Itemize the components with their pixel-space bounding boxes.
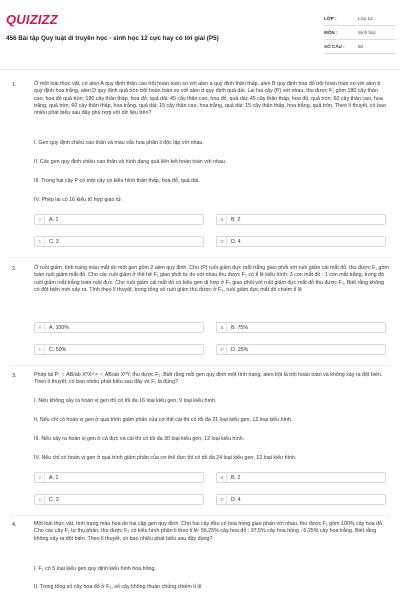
statement: I. F₂ có 5 loại kiểu gen quy định kiểu hình hoa hồng.: [34, 566, 156, 572]
option-letter: D: [218, 495, 227, 504]
option-value: B. 2: [231, 216, 241, 223]
statement: III. Trong hai cây P có một cây có kiểu hình thân thấp, hoa đỏ, quả dài.: [34, 178, 200, 184]
option-letter: A: [36, 323, 45, 332]
option-b[interactable]: [216, 322, 386, 333]
option-b[interactable]: [216, 472, 386, 483]
question-divider: [10, 365, 390, 366]
option-letter: C: [36, 495, 45, 504]
page-header: [0, 0, 400, 70]
meta-value: Lớp 12: [358, 16, 373, 21]
option-a[interactable]: [34, 322, 204, 333]
question-number: 3.: [12, 373, 17, 379]
option-c[interactable]: [34, 494, 204, 505]
option-value: A. 100%: [49, 324, 70, 331]
question-number: 4.: [12, 522, 17, 528]
option-letter: C: [36, 345, 45, 354]
statement: IV. Nếu chỉ có hoán vị gen ở quá trình giảm phân của cơ thể đực thì có tối đa 24 loại kiểu gen, 12 loại kiểu hình.: [34, 455, 297, 461]
meta-row-class: [324, 12, 396, 26]
statement: I. Gen quy định chiều cao thân và màu sắc hoa phân li độc lập với nhau.: [34, 140, 204, 146]
option-value: A. 1: [49, 474, 59, 481]
question-divider: [10, 257, 390, 258]
option-c[interactable]: [34, 344, 204, 355]
statement: II. Nếu chỉ có hoán vị gen ở quá trình giảm phân của cơ thể cái thì có tối đa 21 loại kiểu gen, 12 loại kiểu hình.: [34, 417, 293, 423]
statement: II. Các gen quy định chiều cao thân và hình dạng quả liên kết hoàn toàn với nhau.: [34, 159, 227, 165]
question-text: Ở ruồi giấm, tính trạng màu mắt do một gen gồm 2 alen quy định. Cho (P) ruồi giấm đực mắt trắng giao phối với ruồi giấm cái mắt đỏ, thu được F₁ gồm toàn ruồi giấm mắt đỏ. Cho các ruồi giấm ở thế hệ F₁ giao phối tự do với nhau thu được F₂ có tỉ lệ kiểu hình: 3 con mắt đỏ : 1 con mắt trắng, trong đó ruồi giấm mắt trắng toàn ruồi đực. Cho ruồi giấm cái mắt đỏ có kiểu gen dị hợp ở F₂ giao phối với ruồi giấm đực mắt đỏ thu được F₃. Biết rằng không có đột biến mới xảy ra. Tính theo lí thuyết, trong tổng số ruồi giấm thu được ở F₃, ruồi giấm đực mắt đỏ chiếm tỉ lệ: [34, 265, 389, 293]
question-divider: [10, 515, 390, 516]
option-a[interactable]: [34, 214, 204, 225]
statement: I. Nếu không xảy ra hoán vị gen thì có tối đa 16 loại kiểu gen, 9 loại kiểu hình.: [34, 398, 217, 404]
meta-key: SỐ CÂU :: [324, 44, 345, 49]
question-text: Phép lai P: ♀ AB/ab XᴰXᵈ × ♂ AB/ab XᴰY, thu được F₁. Biết rằng mỗi gen quy định một tính trạng, alen trội là trội hoàn toàn và không xảy ra đột biến. Theo lí thuyết, có bao nhiêu phát biểu sau đây về F₁ là đúng?: [34, 372, 383, 386]
option-letter: D: [218, 345, 227, 354]
quizizz-logo: QUIZIZZ: [6, 12, 58, 27]
statement: IV. Phép lai có 16 kiểu tổ hợp giao tử.: [34, 197, 123, 203]
option-value: A. 1: [49, 216, 59, 223]
question-text: Ở một loài thực vật, có alen A quy định thân cao trội hoàn toàn so với alen a quy định thân thấp, alen B quy định hoa đỏ trội hoàn toàn so với alen b quy định hoa trắng, alen D quy định quả tròn trội hoàn toàn so với alen d quy định quả dài. Lai hai cây (P) với nhau, thu được F₁ gồm 180 cây thân cao, hoa đỏ quả tròn; 180 cây thân thấp, hoa đỏ, quả dài; 45 cây thân cao, hoa đỏ, quả dài; 45 cây thân thấp, hoa đỏ, quả tròn; 60 cây thân cao, hoa trắng, quả tròn; 60 cây thân thấp, hoa trắng, quả dài; 15 cây thân cao, hoa trắng, quả dài; 15 cây thân thấp, hoa trắng, quả tròn. Theo lí thuyết, có bao nhiêu phát biểu sau đây phù hợp với dữ liệu trên?: [34, 81, 386, 117]
option-letter: A: [36, 215, 45, 224]
option-value: C. 50%: [49, 346, 67, 353]
page-title: 456 Bài tập Quy luật di truyền học - sinh học 12 cực hay có lời giải (P5): [6, 35, 219, 42]
option-d[interactable]: [216, 344, 386, 355]
option-d[interactable]: [216, 236, 386, 247]
question-text: Một loài thực vật, tính trạng màu hoa do hai cặp gen quy định. Cho hai cây đều có hoa hồng giao phấn với nhau, thu được F₁ gồm 100% cây hoa đỏ. Cho các cây F₁ tự thụ phấn, thu được F₂ có kiểu hình phân li theo tỉ lệ: 56,25% cây hoa đỏ : 37,5% cây hoa hồng : 6,25% cây hoa trắng. Biết rằng không xảy ra đột biến. Theo lí thuyết, có bao nhiêu phát biểu sau đây đúng?: [34, 521, 384, 542]
option-value: D. 25%: [231, 346, 249, 353]
question-number: 1.: [12, 82, 17, 88]
option-letter: B: [218, 323, 227, 332]
option-letter: D: [218, 237, 227, 246]
meta-value: 50: [358, 44, 364, 49]
option-letter: C: [36, 237, 45, 246]
option-value: D. 4: [231, 238, 241, 245]
option-value: D. 4: [231, 496, 241, 503]
statement: III. Nếu xảy ra hoán vị gen ở cả đực và cái thì có tối đa 30 loại kiểu gen, 12 loại kiểu hình.: [34, 436, 245, 442]
option-a[interactable]: [34, 472, 204, 483]
meta-value: Sinh học: [358, 30, 376, 35]
option-d[interactable]: [216, 494, 386, 505]
option-value: C. 3: [49, 496, 59, 503]
option-letter: B: [218, 473, 227, 482]
option-c[interactable]: [34, 236, 204, 247]
question-number: 2.: [12, 266, 17, 272]
option-value: B. 2: [231, 474, 241, 481]
option-value: B. 75%: [231, 324, 249, 331]
meta-key: LỚP :: [324, 16, 337, 21]
option-letter: A: [36, 473, 45, 482]
meta-row-count: [324, 40, 396, 54]
meta-row-subject: [324, 26, 396, 40]
meta-table: [324, 12, 396, 54]
statement: II. Trong tổng số cây hoa đỏ ở F₂, số cây không thuần chủng chiếm tỉ lệ: [34, 584, 202, 590]
option-value: C. 3: [49, 238, 59, 245]
option-b[interactable]: [216, 214, 386, 225]
meta-key: MÔN :: [324, 30, 338, 35]
option-letter: B: [218, 215, 227, 224]
